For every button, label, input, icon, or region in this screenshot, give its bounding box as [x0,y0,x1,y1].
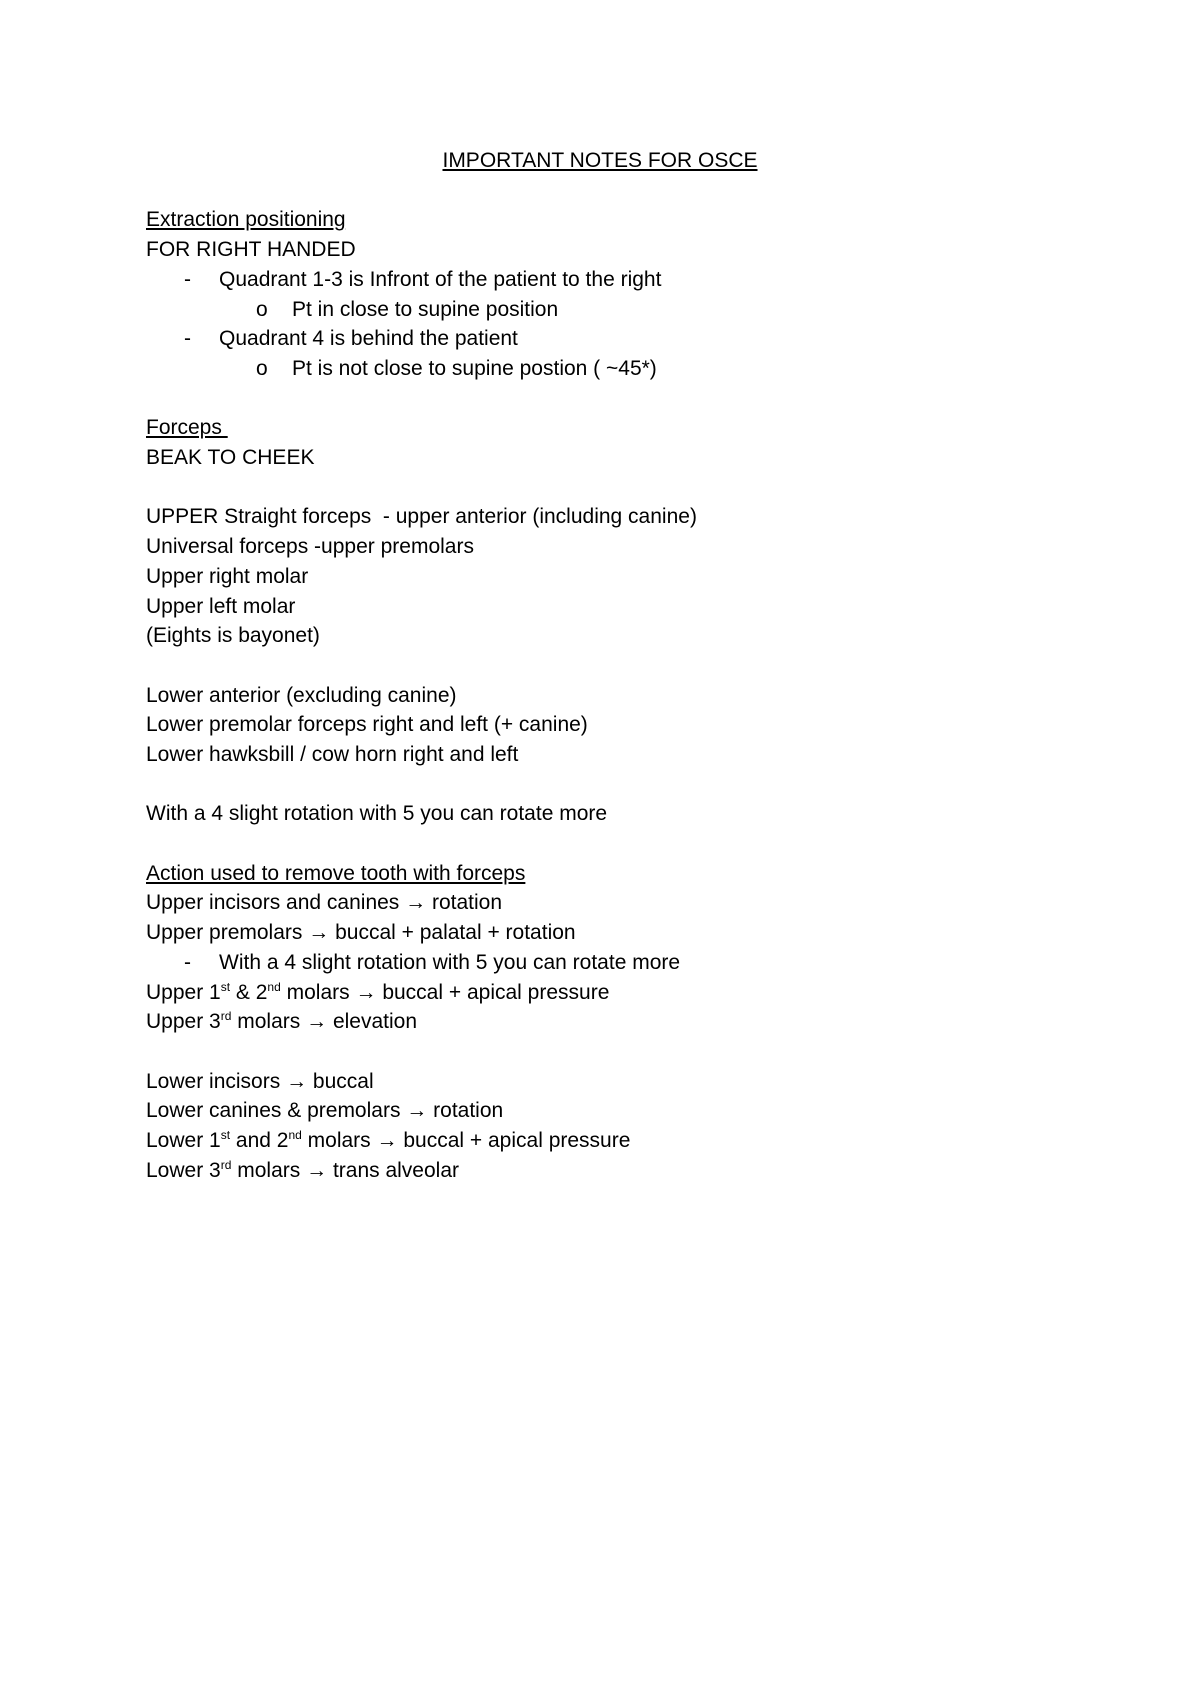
forceps-note: With a 4 slight rotation with 5 you can rotate more [146,802,608,826]
action-label: Lower incisors [146,1069,281,1093]
arrow-right-icon: → [376,1129,398,1153]
list-item [146,265,1126,295]
arrow-right-icon: → [405,891,427,915]
extraction-heading: Extraction positioning [146,208,346,232]
circle-marker: o [256,297,268,321]
arrow-right-icon: → [306,1010,328,1034]
forceps-subheading: BEAK TO CHEEK [146,446,315,469]
text-line: Lower premolar forceps right and left (+ canine) [146,713,588,737]
list-item-text: Quadrant 1-3 is Infront of the patient to the right [219,267,662,291]
dash-marker: - [184,267,191,291]
action-row [146,1067,1126,1097]
forceps-heading: Forceps [146,416,228,440]
text-line: Lower hawksbill / cow horn right and left [146,743,519,766]
action-row [146,1126,1126,1156]
list-item-text: Quadrant 4 is behind the patient [219,327,518,351]
action-label: Lower 1st and 2nd molars [146,1128,371,1153]
action-row [146,888,1126,918]
list-item [146,295,1126,325]
arrow-right-icon: → [355,980,377,1004]
list-item [146,948,1126,978]
list-item-text: Pt is not close to supine postion ( ~45*) [292,356,657,380]
text-line: Upper right molar [146,564,309,588]
text-line: (Eights is bayonet) [146,624,320,648]
action-label: Lower canines & premolars [146,1099,401,1123]
text-line: Upper left molar [146,594,296,618]
action-result: buccal + palatal + rotation [335,921,576,945]
action-label: Upper 1st & 2nd molars [146,979,350,1004]
action-row [146,1096,1126,1126]
action-result: rotation [432,891,503,915]
arrow-right-icon: → [308,921,330,945]
action-result: elevation [332,1010,417,1034]
action-label: Lower 3rd molars [146,1157,301,1182]
action-label: Upper incisors and canines [146,891,400,915]
text-line: UPPER Straight forceps - upper anterior (including canine) [146,505,697,529]
action-label: Upper 3rd molars [146,1009,301,1034]
list-item [146,354,1126,384]
list-item-text: Pt in close to supine position [292,297,559,321]
arrow-right-icon: → [406,1099,428,1123]
action-row [146,918,1126,948]
text-line: Universal forceps -upper premolars [146,535,474,559]
page-title: IMPORTANT NOTES FOR OSCE [442,149,758,172]
action-result: rotation [433,1099,504,1123]
list-item [146,324,1126,354]
text-line: Lower anterior (excluding canine) [146,683,457,707]
action-result: buccal + apical pressure [403,1129,631,1153]
circle-marker: o [256,356,268,380]
action-result: trans alveolar [332,1158,459,1182]
action-heading: Action used to remove tooth with forceps [146,861,526,885]
document-body [146,146,1126,1186]
arrow-right-icon: → [286,1069,308,1093]
action-row [146,1156,1126,1186]
dash-marker: - [184,327,191,351]
extraction-subheading: FOR RIGHT HANDED [146,238,356,262]
action-row [146,1007,1126,1037]
action-row [146,978,1126,1008]
arrow-right-icon: → [306,1158,328,1182]
action-result: buccal [312,1069,374,1093]
list-item-text: With a 4 slight rotation with 5 you can rotate more [219,950,681,974]
action-label: Upper premolars [146,921,303,945]
dash-marker: - [184,950,191,974]
action-result: buccal + apical pressure [382,980,610,1004]
